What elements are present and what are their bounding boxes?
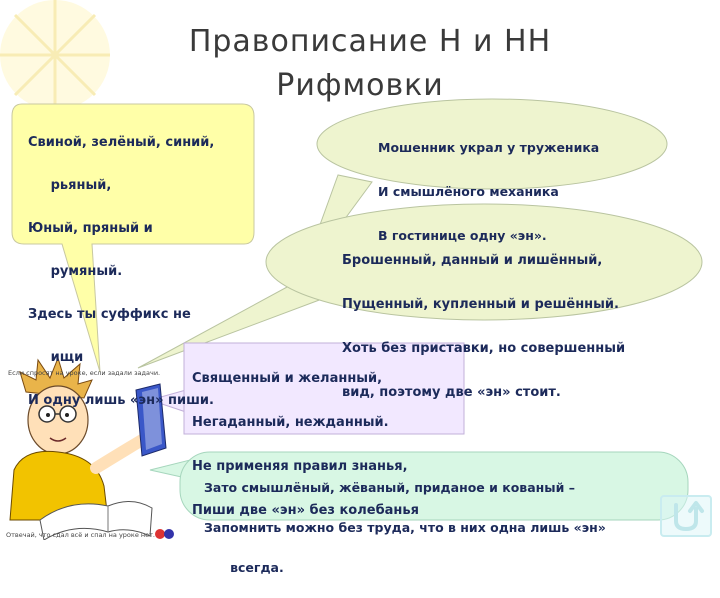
rhyme-line: В гостинице одну «эн». (378, 228, 547, 243)
rhyme-line: всегда. (204, 560, 284, 575)
rhyme-line: Пиши две «эн» без колебанья (192, 503, 419, 518)
rhyme-line: румяный. (28, 263, 123, 279)
illustration-caption-top: Если спросят на уроке, если задали задачи. (8, 369, 161, 377)
rhyme-line: вид, поэтому две «эн» стоит. (342, 385, 561, 400)
rhyme-line: Брошенный, данный и лишённый, (342, 253, 603, 268)
logo-mark (155, 529, 174, 539)
rhyme-line: И одну лишь «эн» пиши. (28, 392, 214, 408)
rhyme-line: Зато смышлёный, жёваный, приданое и кованый – (204, 480, 575, 495)
rhyme-line: Не применяя правил знанья, (192, 459, 408, 474)
rhyme-line: Здесь ты суффикс не (28, 306, 191, 322)
return-arrow-icon (662, 497, 710, 535)
slide-title: Правописание Н и НН (188, 24, 552, 59)
illustration-caption-bottom: Отвечай, что сдал всё и спал на уроке нет. (6, 531, 155, 539)
rhyme-line: рьяный, (28, 177, 112, 193)
green-bubble-text (204, 458, 606, 598)
return-button[interactable] (660, 495, 712, 537)
slide-subtitle: Рифмовки (276, 68, 444, 103)
rhyme-line: Свиной, зелёный, синий, (28, 134, 215, 150)
rhyme-line: Мошенник украл у труженика (378, 140, 600, 155)
rhyme-line: Запомнить можно без труда, что в них одна лишь «эн» (204, 520, 606, 535)
rhyme-line: ищи (28, 349, 84, 365)
rhyme-line: Пущенный, купленный и решённый. (342, 297, 619, 312)
yellow-bubble-text (28, 110, 214, 433)
rhyme-line: И смышлёного механика (378, 184, 559, 199)
rhyme-line: Негаданный, нежданный. (192, 415, 389, 430)
rhyme-line: Хоть без приставки, но совершенный (342, 341, 626, 356)
rhyme-line: Юный, пряный и (28, 220, 153, 236)
rhyme-line: Священный и желанный, (192, 371, 383, 386)
